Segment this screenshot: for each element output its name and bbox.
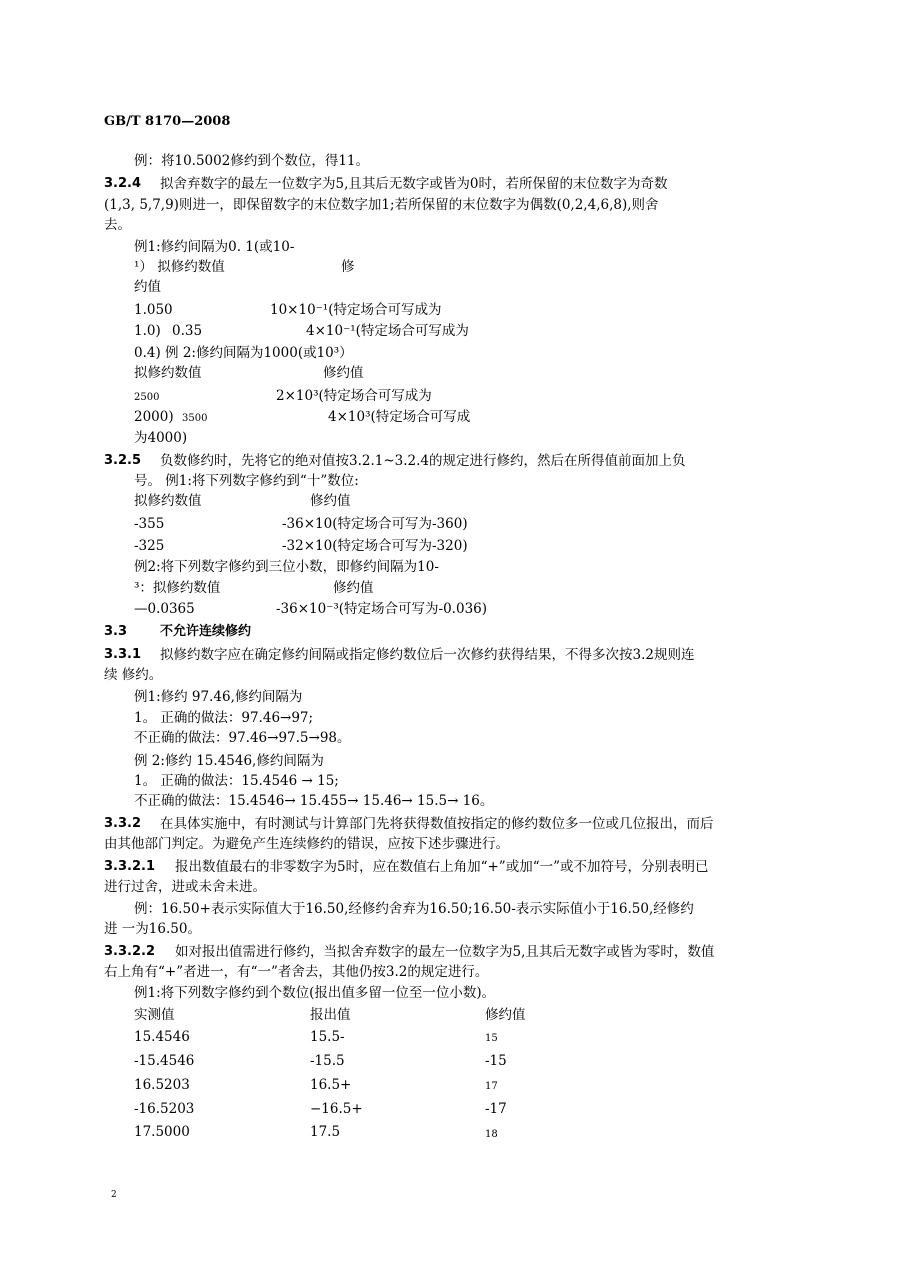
table-header: 实测值 [134, 1007, 175, 1023]
example-line: 10×10⁻¹(特定场合可写成为 [270, 302, 442, 318]
section-number: 3.3.1 [104, 647, 142, 662]
paragraph-line: 在具体实施中，有时测试与计算部门先将获得数值按指定的修约数位多一位或几位报出，而后 [160, 816, 714, 832]
example-line: 例1:修约 97.46,修约间隔为 [134, 689, 303, 705]
table-cell: 17 [485, 1081, 498, 1092]
table-cell: -17 [485, 1101, 507, 1117]
table-cell: −16.5+ [310, 1101, 363, 1117]
example-line: 例1:将下列数字修约到个数位(报出值多留一位至一位小数)。 [134, 985, 496, 1001]
example-line: 进 一为16.50。 [104, 921, 201, 937]
example-line: 4×10³(特定场合可写成 [328, 409, 471, 425]
paragraph-line: 负数修约时，先将它的绝对值按3.2.1~3.2.4的规定进行修约，然后在所得值前面加上负 [160, 453, 686, 469]
table-cell: 16.5203 [134, 1077, 190, 1093]
example-line: ¹） 拟修约数值 [134, 259, 225, 275]
example-line: -325 [134, 538, 165, 554]
standard-header: GB/T 8170—2008 [104, 114, 231, 129]
example-line: 2000) [134, 409, 174, 425]
paragraph-line: 续 修约。 [104, 667, 163, 683]
example-line: 拟修约数值 [134, 365, 202, 381]
example-line: -36×10⁻³(特定场合可写为-0.036) [276, 601, 488, 617]
example-line: 修约值 [323, 365, 364, 381]
table-cell: 15.5- [310, 1029, 345, 1045]
example-line: 1.050 [134, 302, 173, 318]
page-number: 2 [111, 1190, 117, 1200]
table-cell: 16.5+ [310, 1077, 352, 1093]
paragraph-line: 报出数值最右的非零数字为5时，应在数值右上角加“+”或加“一”或不加符号，分别表明已 [175, 859, 709, 875]
example-line: ³：拟修约数值 [134, 580, 221, 596]
paragraph-line: 拟修约数字应在确定修约间隔或指定修约数位后一次修约获得结果，不得多次按3.2规则连 [160, 647, 695, 663]
section-number: 3.2.4 [104, 176, 142, 191]
section-number: 3.3 [104, 624, 128, 639]
example-line: 约值 [134, 279, 161, 295]
example-line: 不正确的做法：15.4546→ 15.455→ 15.46→ 15.5→ 16。 [134, 793, 494, 809]
table-header: 报出值 [310, 1007, 351, 1023]
table-cell: -16.5203 [134, 1101, 195, 1117]
table-cell: 17.5000 [134, 1124, 190, 1140]
example-line: 不正确的做法：97.46→97.5→98。 [134, 730, 351, 746]
paragraph-line: 进行过舍，进或未舍未进。 [104, 879, 266, 895]
section-number: 3.3.2.1 [104, 859, 155, 874]
section-title: 不允许连续修约 [160, 624, 252, 639]
example-line: 例：将10.5002修约到个数位，得11。 [134, 153, 370, 169]
example-line: 1。 正确的做法：15.4546 → 15; [134, 773, 339, 789]
example-line: 为4000) [134, 430, 188, 446]
example-line: 修 [341, 259, 355, 275]
example-line: 0.4) 例 2:修约间隔为1000(或10³） [134, 345, 353, 361]
paragraph-line: 去。 [104, 217, 131, 233]
paragraph-line: 由其他部门判定。为避免产生连续修约的错误，应按下述步骤进行。 [104, 836, 509, 852]
example-line: 2×10³(特定场合可写成为 [276, 388, 432, 404]
example-line: 4×10⁻¹(特定场合可写成为 [306, 323, 469, 339]
example-line: -355 [134, 516, 165, 532]
example-line: 0.35 [172, 323, 203, 339]
example-line: 例1:修约间隔为0. 1(或10- [134, 239, 295, 255]
example-line: —0.0365 [134, 601, 195, 617]
section-number: 3.3.2.2 [104, 944, 155, 959]
paragraph-line: (1,3, 5,7,9)则进一，即保留数字的末位数字加1;若所保留的末位数字为偶数(0,2,4,6,8),则舍 [104, 197, 659, 213]
example-line: 1。 正确的做法：97.46→97; [134, 710, 314, 726]
table-cell: 17.5 [310, 1124, 341, 1140]
example-line: 1.0) [134, 323, 161, 339]
table-cell: 18 [485, 1129, 498, 1140]
section-number: 3.3.2 [104, 816, 142, 831]
example-line: 例2:将下列数字修约到三位小数，即修约间隔为10- [134, 559, 439, 575]
example-line: -36×10(特定场合可写为-360) [282, 516, 468, 532]
table-header: 修约值 [485, 1007, 526, 1023]
example-line: 修约值 [333, 580, 374, 596]
example-line: 3500 [182, 413, 208, 424]
paragraph-line: 号。 例1:将下列数字修约到“十”数位: [134, 473, 359, 489]
paragraph-line: 拟舍弃数字的最左一位数字为5,且其后无数字或皆为0时，若所保留的末位数字为奇数 [160, 176, 668, 192]
example-line: 例：16.50+表示实际值大于16.50,经修约舍弃为16.50;16.50-表示实际值小于16.50,经修约 [134, 901, 694, 917]
example-line: 例 2:修约 15.4546,修约间隔为 [134, 753, 324, 769]
example-line: 2500 [134, 392, 160, 403]
table-cell: -15.5 [310, 1053, 345, 1069]
section-number: 3.2.5 [104, 453, 142, 468]
table-cell: -15 [485, 1053, 507, 1069]
example-line: 拟修约数值 [134, 493, 202, 509]
example-line: 修约值 [310, 493, 351, 509]
table-cell: 15 [485, 1033, 498, 1044]
table-cell: -15.4546 [134, 1053, 195, 1069]
paragraph-line: 如对报出值需进行修约，当拟舍弃数字的最左一位数字为5,且其后无数字或皆为零时，数值 [175, 944, 715, 960]
example-line: -32×10(特定场合可写为-320) [282, 538, 468, 554]
paragraph-line: 右上角有“+”者进一，有“一”者舍去，其他仍按3.2的规定进行。 [104, 964, 489, 980]
table-cell: 15.4546 [134, 1029, 190, 1045]
